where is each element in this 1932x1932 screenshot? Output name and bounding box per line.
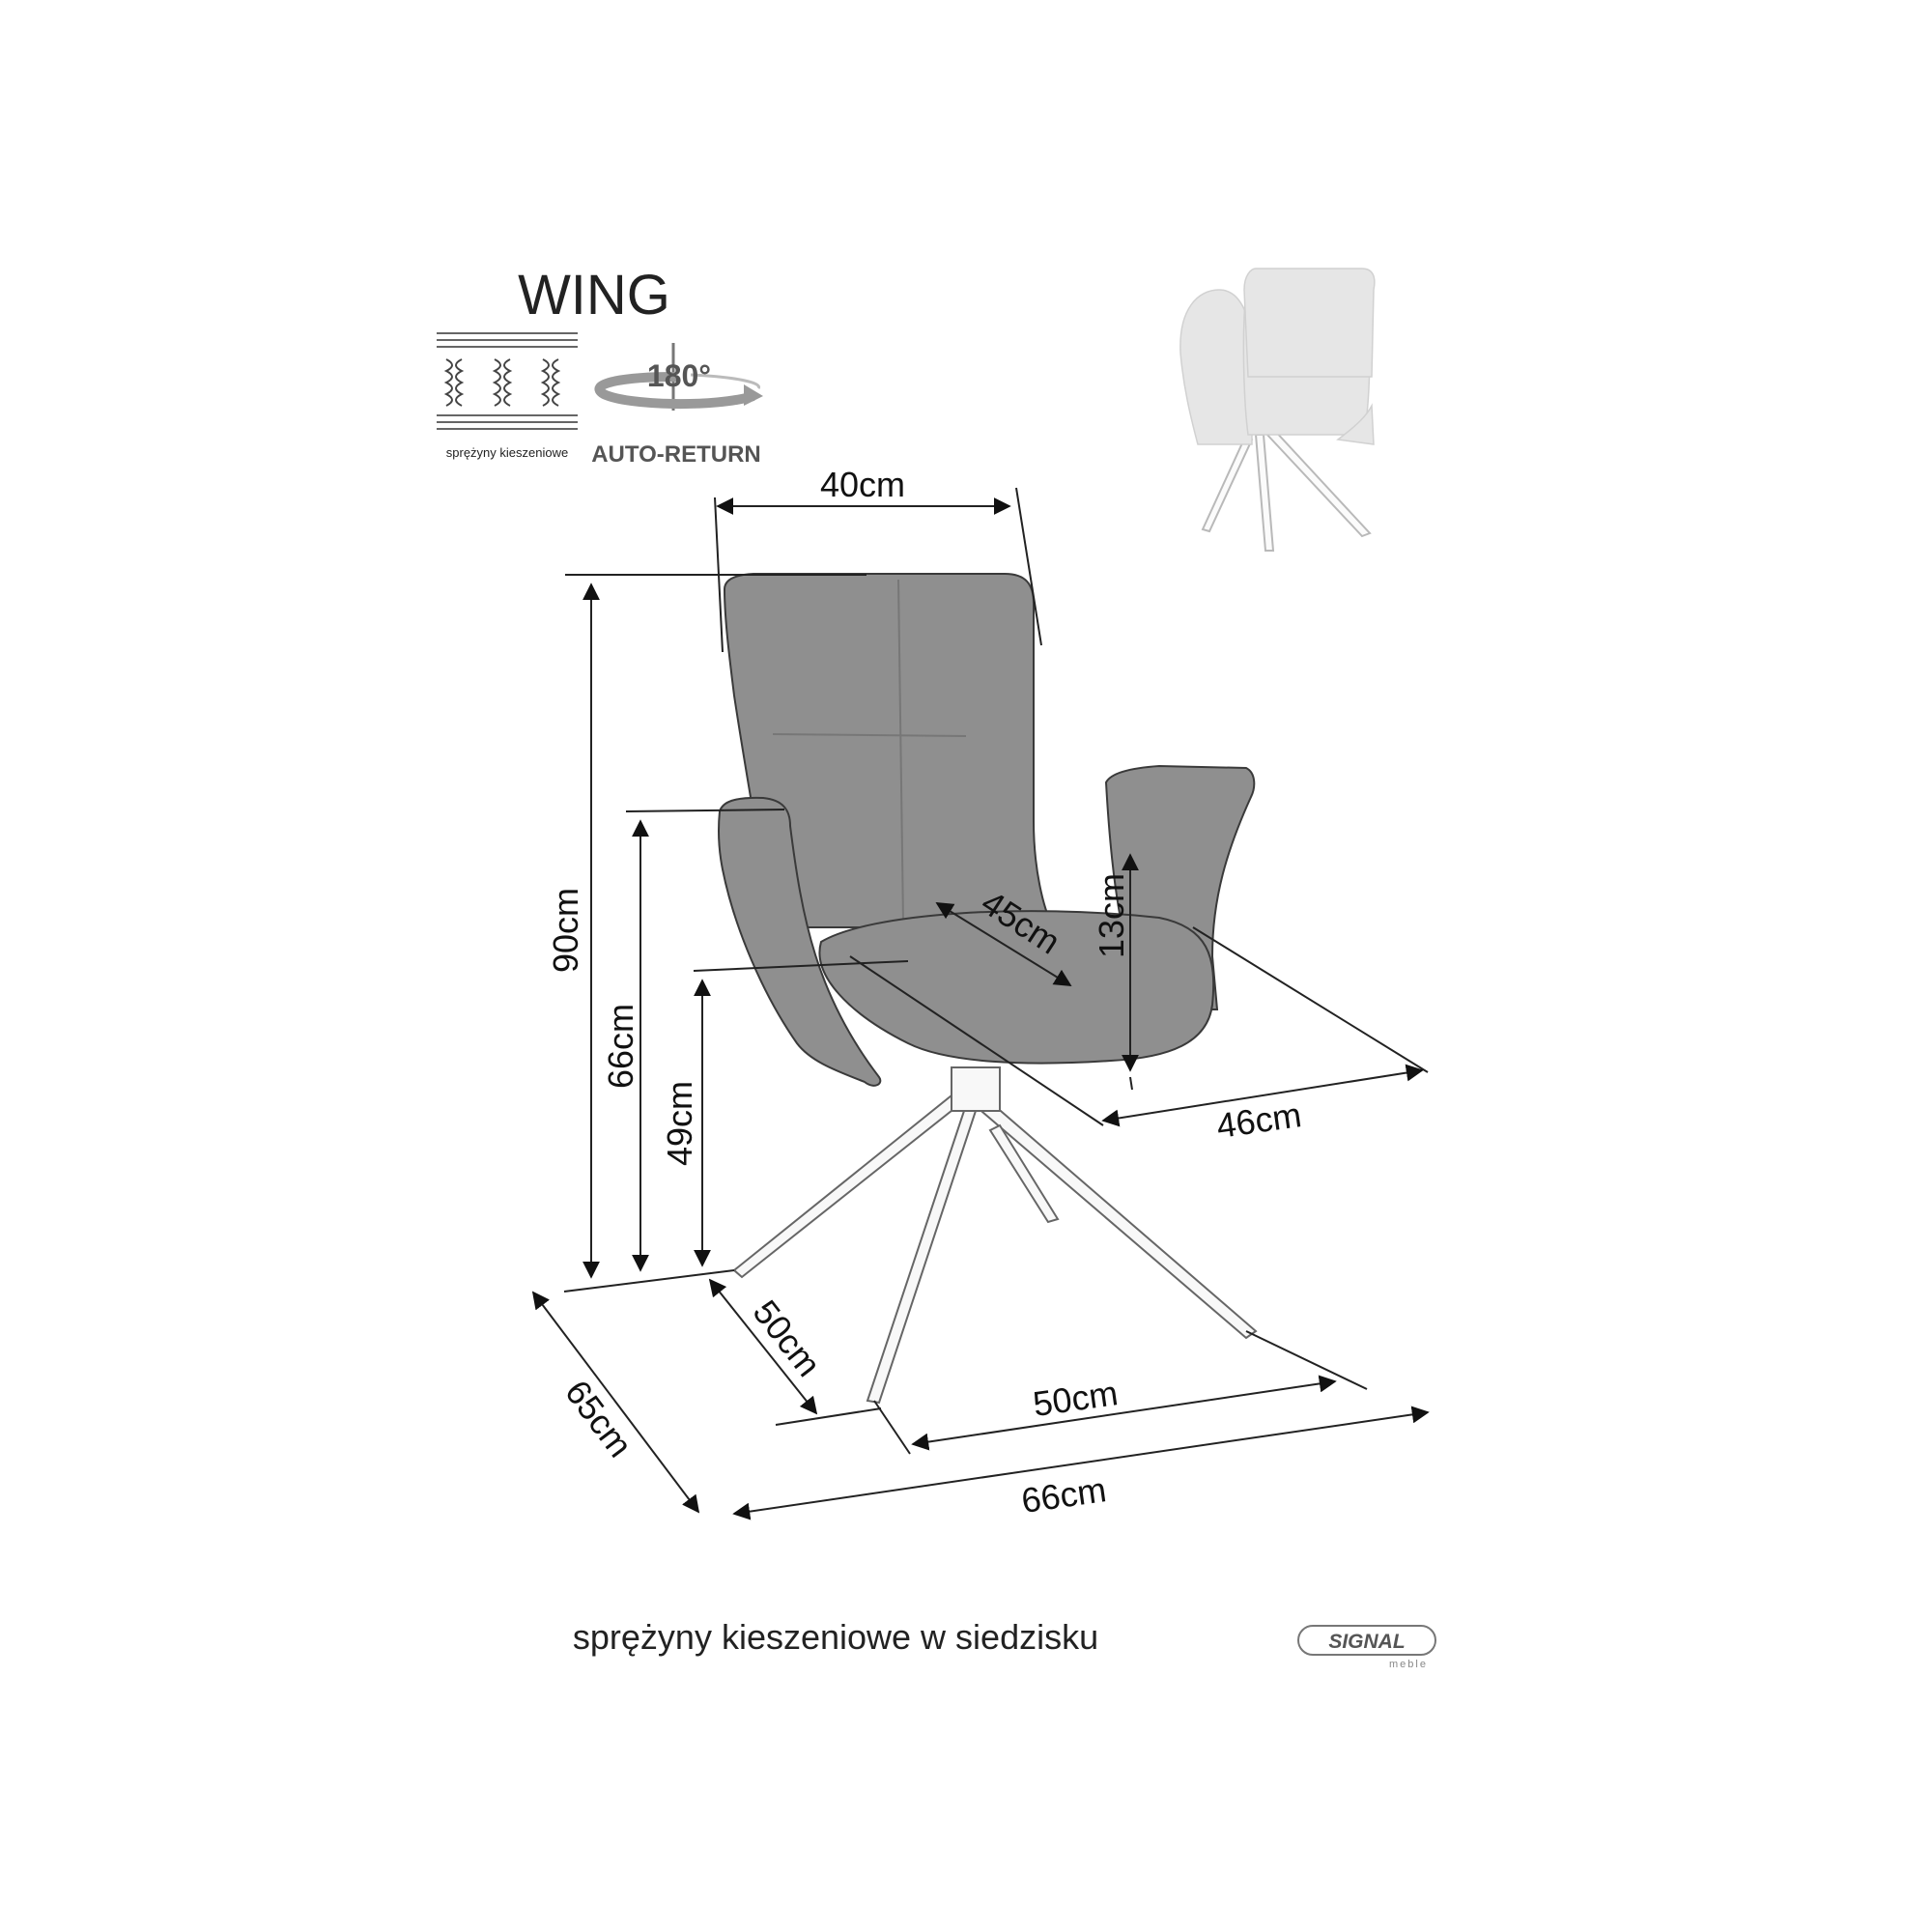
dim-total-height: 90cm [546,887,585,974]
springs-label: sprężyny kieszeniowe [445,445,569,460]
dim-backrest-width: 40cm [819,465,906,504]
brand-name: SIGNAL [1328,1631,1406,1653]
dim-base-depth: 50cm [745,1292,830,1384]
dim-seat-width: 46cm [1213,1094,1304,1147]
caption: sprężyny kieszeniowe w siedzisku [572,1617,1099,1657]
dim-base-width: 50cm [1030,1373,1121,1425]
product-title: WING [518,264,670,327]
pocket-springs-icon [437,333,578,429]
chair-rear-view [1180,269,1375,551]
dim-total-depth: 65cm [557,1372,640,1464]
chair-front-view [719,574,1256,1403]
dim-total-width: 66cm [1018,1469,1109,1521]
dim-seat-depth: 45cm [974,882,1067,962]
dim-armrest-over-seat: 13cm [1092,872,1131,959]
dim-seat-height: 49cm [660,1080,699,1167]
rotation-degrees: 180° [646,358,712,393]
dim-armrest-height: 66cm [601,1003,640,1090]
rotation-label: AUTO-RETURN [591,441,761,468]
signal-logo-icon [1298,1626,1435,1670]
brand-sub: meble [1389,1659,1428,1670]
